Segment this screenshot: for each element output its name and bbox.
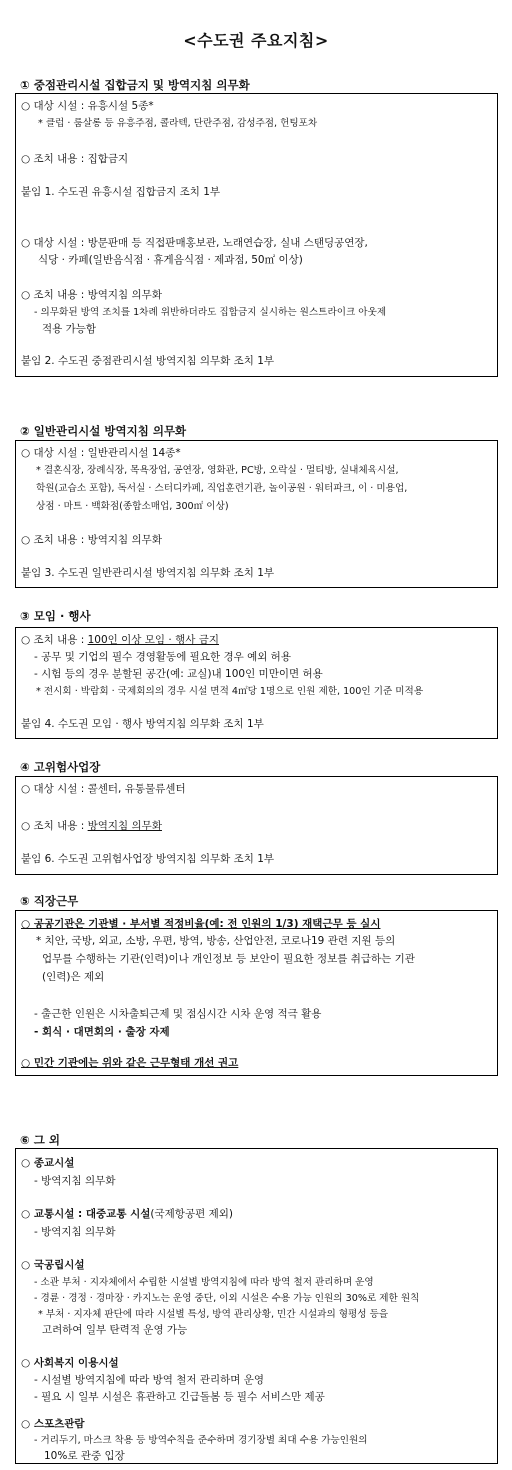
section-1-heading: ① 중점관리시설 집합금지 및 방역지침 의무화 — [20, 78, 250, 92]
s2-line: ○ 조치 내용 : 방역지침 의무화 — [21, 534, 162, 546]
section-2-heading: ② 일반관리시설 방역지침 의무화 — [20, 424, 187, 438]
s3-line: - 시험 등의 경우 분할된 공간(예: 교실)내 100인 미만이면 허용 — [34, 668, 323, 680]
s2-line: * 결혼식장, 장례식장, 목욕장업, 공연장, 영화관, PC방, 오락실 · 멀티방, 실내체육시설, — [36, 465, 399, 476]
s1-line: ○ 조치 내용 : 집합금지 — [21, 153, 129, 165]
section-4-box — [15, 776, 498, 875]
s6-line: - 시설별 방역지침에 따라 방역 철저 관리하며 운영 — [34, 1374, 265, 1386]
s5-line: - 회식 · 대면회의 · 출장 자제 — [34, 1026, 170, 1038]
s6-line: 고려하여 일부 탄력적 운영 가능 — [42, 1324, 188, 1336]
s6-line: - 소관 부처 · 지자체에서 수립한 시설별 방역지침에 따라 방역 철저 관리하며 운영 — [34, 1277, 374, 1288]
s6-line: * 부처 · 지자체 판단에 따라 시설별 특성, 방역 관리상황, 민간 시설과의 형평성 등을 — [38, 1309, 389, 1320]
s1-line: ○ 대상 시설 : 유흥시설 5종* — [21, 100, 154, 112]
s6-line: ○ 스포츠관람 — [21, 1418, 85, 1430]
s6-line: ○ 국공립시설 — [21, 1259, 85, 1271]
s6-line: - 방역지침 의무화 — [34, 1175, 116, 1187]
s6-line: ○ 교통시설 : 대중교통 시설(국제항공편 제외) — [21, 1208, 233, 1220]
s2-line: 상점 · 마트 · 백화점(종합소매업, 300㎡ 이상) — [36, 501, 229, 512]
s3-line: * 전시회 · 박람회 · 국제회의의 경우 시설 면적 4㎡당 1명으로 인원 제한, 100인 기준 미적용 — [36, 686, 424, 697]
s1-line: ○ 대상 시설 : 방문판매 등 직접판매홍보관, 노래연습장, 실내 스탠딩공연장, — [21, 237, 368, 249]
s6-line: - 방역지침 의무화 — [34, 1226, 116, 1238]
s6-line: ○ 사회복지 이용시설 — [21, 1357, 119, 1369]
s5-line: * 치안, 국방, 외교, 소방, 우편, 방역, 방송, 산업안전, 코로나19 관련 지원 등의 — [36, 935, 396, 947]
s1-line: 적용 가능함 — [42, 323, 97, 335]
section-2-box — [15, 440, 498, 588]
s3-line: - 공무 및 기업의 필수 경영활동에 필요한 경우 예외 허용 — [34, 651, 291, 663]
section-6-box — [15, 1148, 498, 1464]
s1-line: 붙임 2. 수도권 중점관리시설 방역지침 의무화 조치 1부 — [21, 355, 275, 367]
s4-line: ○ 조치 내용 : 방역지침 의무화 — [21, 820, 162, 832]
s1-line: ○ 조치 내용 : 방역지침 의무화 — [21, 289, 162, 301]
s3-line: 붙임 4. 수도권 모임 · 행사 방역지침 의무화 조치 1부 — [21, 718, 264, 730]
s2-line: 학원(교습소 포함), 독서실 · 스터디카페, 직업훈련기관, 놀이공원 · 워터파크, 이 · 미용업, — [36, 483, 408, 494]
s6-line: ○ 종교시설 — [21, 1157, 75, 1169]
s4-line: ○ 대상 시설 : 콜센터, 유통물류센터 — [21, 783, 186, 795]
s2-line: ○ 대상 시설 : 일반관리시설 14종* — [21, 447, 181, 459]
s6-line: - 거리두기, 마스크 착용 등 방역수칙을 준수하며 경기장별 최대 수용 가능인원의 — [34, 1435, 368, 1446]
s1-line: - 의무화된 방역 조치를 1차례 위반하더라도 집합금지 실시하는 원스트라이크 아웃제 — [34, 307, 387, 318]
section-5-heading: ⑤ 직장근무 — [20, 894, 79, 908]
s5-line: - 출근한 인원은 시차출퇴근제 및 점심시간 시차 운영 적극 활용 — [34, 1008, 322, 1020]
section-6-heading: ⑥ 그 외 — [20, 1133, 60, 1147]
s5-line: ○ 민간 기관에는 위와 같은 근무형태 개선 권고 — [21, 1057, 239, 1069]
section-4-heading: ④ 고위험사업장 — [20, 760, 101, 774]
section-5-box — [15, 910, 498, 1076]
s6-line: 10%로 관중 입장 — [44, 1450, 125, 1462]
s1-line: 식당 · 카페(일반음식점 · 휴게음식점 · 제과점, 50㎡ 이상) — [38, 254, 303, 266]
section-3-box — [15, 627, 498, 739]
s4-line: 붙임 6. 수도권 고위험사업장 방역지침 의무화 조치 1부 — [21, 853, 275, 865]
section-1-box — [15, 93, 498, 377]
s5-line: ○ 공공기관은 기관별 · 부서별 적정비율(예: 전 인원의 1/3) 재택근무 등 실시 — [21, 918, 381, 930]
s3-line: ○ 조치 내용 : 100인 이상 모임 · 행사 금지 — [21, 634, 219, 646]
page-title: <수도권 주요지침> — [183, 31, 329, 50]
s5-line: 업무를 수행하는 기관(인력)이나 개인정보 등 보안이 필요한 정보를 취급하는 기관 — [42, 953, 415, 965]
section-3-heading: ③ 모임 · 행사 — [20, 609, 91, 623]
s6-line: - 경륜 · 경정 · 경마장 · 카지노는 운영 중단, 이외 시설은 수용 가능 인원의 30%로 제한 원칙 — [34, 1293, 420, 1304]
s5-line: (인력)은 제외 — [42, 971, 105, 983]
s6-line: - 필요 시 일부 시설은 휴관하고 긴급돌봄 등 필수 서비스만 제공 — [34, 1391, 325, 1403]
s2-line: 붙임 3. 수도권 일반관리시설 방역지침 의무화 조치 1부 — [21, 567, 275, 579]
s1-line: * 클럽 · 룸살롱 등 유흥주점, 콜라텍, 단란주점, 감성주점, 헌팅포차 — [38, 118, 318, 129]
s1-line: 붙임 1. 수도권 유흥시설 집합금지 조치 1부 — [21, 186, 221, 198]
